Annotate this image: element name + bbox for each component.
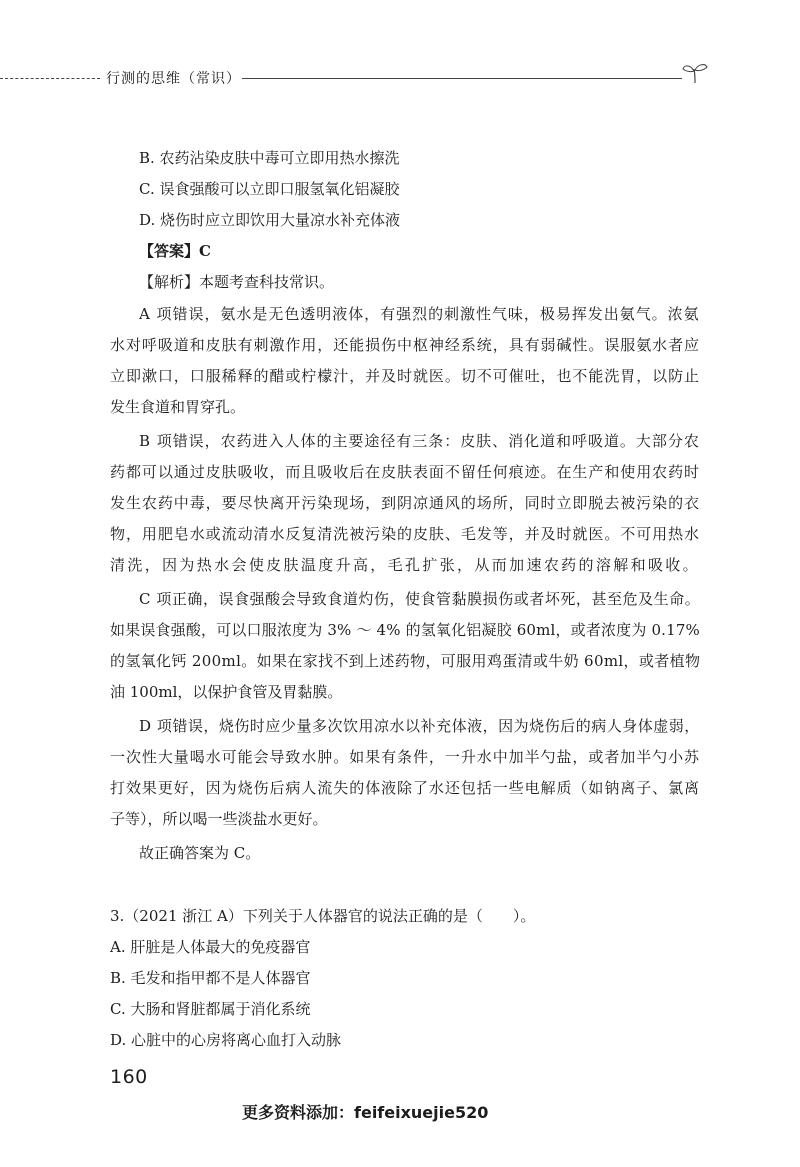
analysis-heading: 【解析】本题考查科技常识。: [139, 273, 335, 291]
conclusion-line: 故正确答案为 C。: [139, 844, 261, 862]
paragraph-line: 油 100ml，以保护食管及胃黏膜。: [110, 683, 343, 701]
option-b-line: B. 农药沾染皮肤中毒可立即用热水擦洗: [139, 149, 400, 167]
question-stem: 3.（2021 浙江 A）下列关于人体器官的说法正确的是（ ）。: [110, 907, 536, 925]
paragraph-line: C 项正确，误食强酸会导致食道灼伤，使食管黏膜损伤或者坏死，甚至危及生命。: [139, 590, 701, 608]
footer-note: 更多资料添加：feifeixuejie520: [242, 1103, 489, 1122]
paragraph-line: 物，用肥皂水或流动清水反复清洗被污染的皮肤、毛发等，并及时就医。不可用热水: [110, 525, 701, 543]
answer-line: 【答案】C: [139, 242, 211, 260]
paragraph-line: 的氢氧化钙 200ml。如果在家找不到上述药物，可服用鸡蛋清或牛奶 60ml，或者植物: [110, 652, 701, 670]
paragraph-line: 发生食道和胃穿孔。: [110, 398, 246, 416]
paragraph-line: 立即漱口，口服稀释的醋或柠檬汁，并及时就医。切不可催吐，也不能洗胃，以防止: [110, 367, 701, 385]
running-header: [0, 64, 800, 94]
header-rule-left: [0, 78, 100, 79]
option-d-line: D. 烧伤时应立即饮用大量凉水补充体液: [139, 211, 401, 229]
page-number: 160: [110, 1066, 148, 1088]
paragraph-line: 水对呼吸道和皮肤有刺激作用，还能损伤中枢神经系统，具有弱碱性。误服氨水者应: [110, 336, 701, 354]
question-option-c: C. 大肠和肾脏都属于消化系统: [110, 1000, 311, 1018]
paragraph-line: 清洗，因为热水会使皮肤温度升高，毛孔扩张，从而加速农药的溶解和吸收。: [110, 556, 701, 574]
paragraph-line: 药都可以通过皮肤吸收，而且吸收后在皮肤表面不留任何痕迹。在生产和使用农药时: [110, 463, 701, 481]
paragraph-line: 一次性大量喝水可能会导致水肿。如果有条件，一升水中加半勺盐，或者加半勺小苏: [110, 748, 701, 766]
question-option-d: D. 心脏中的心房将离心血打入动脉: [110, 1031, 342, 1049]
sprout-icon: [680, 62, 710, 84]
paragraph-line: 子等），所以喝一些淡盐水更好。: [110, 810, 328, 828]
option-c-line: C. 误食强酸可以立即口服氢氧化铝凝胶: [139, 180, 400, 198]
question-option-b: B. 毛发和指甲都不是人体器官: [110, 969, 311, 987]
paragraph-line: 如果误食强酸，可以口服浓度为 3% ～ 4% 的氢氧化铝凝胶 60ml，或者浓度为 0.17%: [110, 621, 700, 639]
question-option-a: A. 肝脏是人体最大的免疫器官: [110, 938, 311, 956]
header-rule-right: [242, 78, 682, 79]
paragraph-line: 发生农药中毒，要尽快离开污染现场，到阴凉通风的场所，同时立即脱去被污染的衣: [110, 494, 701, 512]
paragraph-line: 打效果更好，因为烧伤后病人流失的体液除了水还包括一些电解质（如钠离子、氯离: [110, 779, 701, 797]
paragraph-line: A 项错误，氨水是无色透明液体，有强烈的刺激性气味，极易挥发出氨气。浓氨: [139, 305, 700, 323]
header-title: 行测的思维（常识）: [106, 71, 241, 87]
paragraph-line: D 项错误，烧伤时应少量多次饮用凉水以补充体液，因为烧伤后的病人身体虚弱，: [139, 717, 700, 735]
paragraph-line: B 项错误，农药进入人体的主要途径有三条：皮肤、消化道和呼吸道。大部分农: [139, 432, 700, 450]
